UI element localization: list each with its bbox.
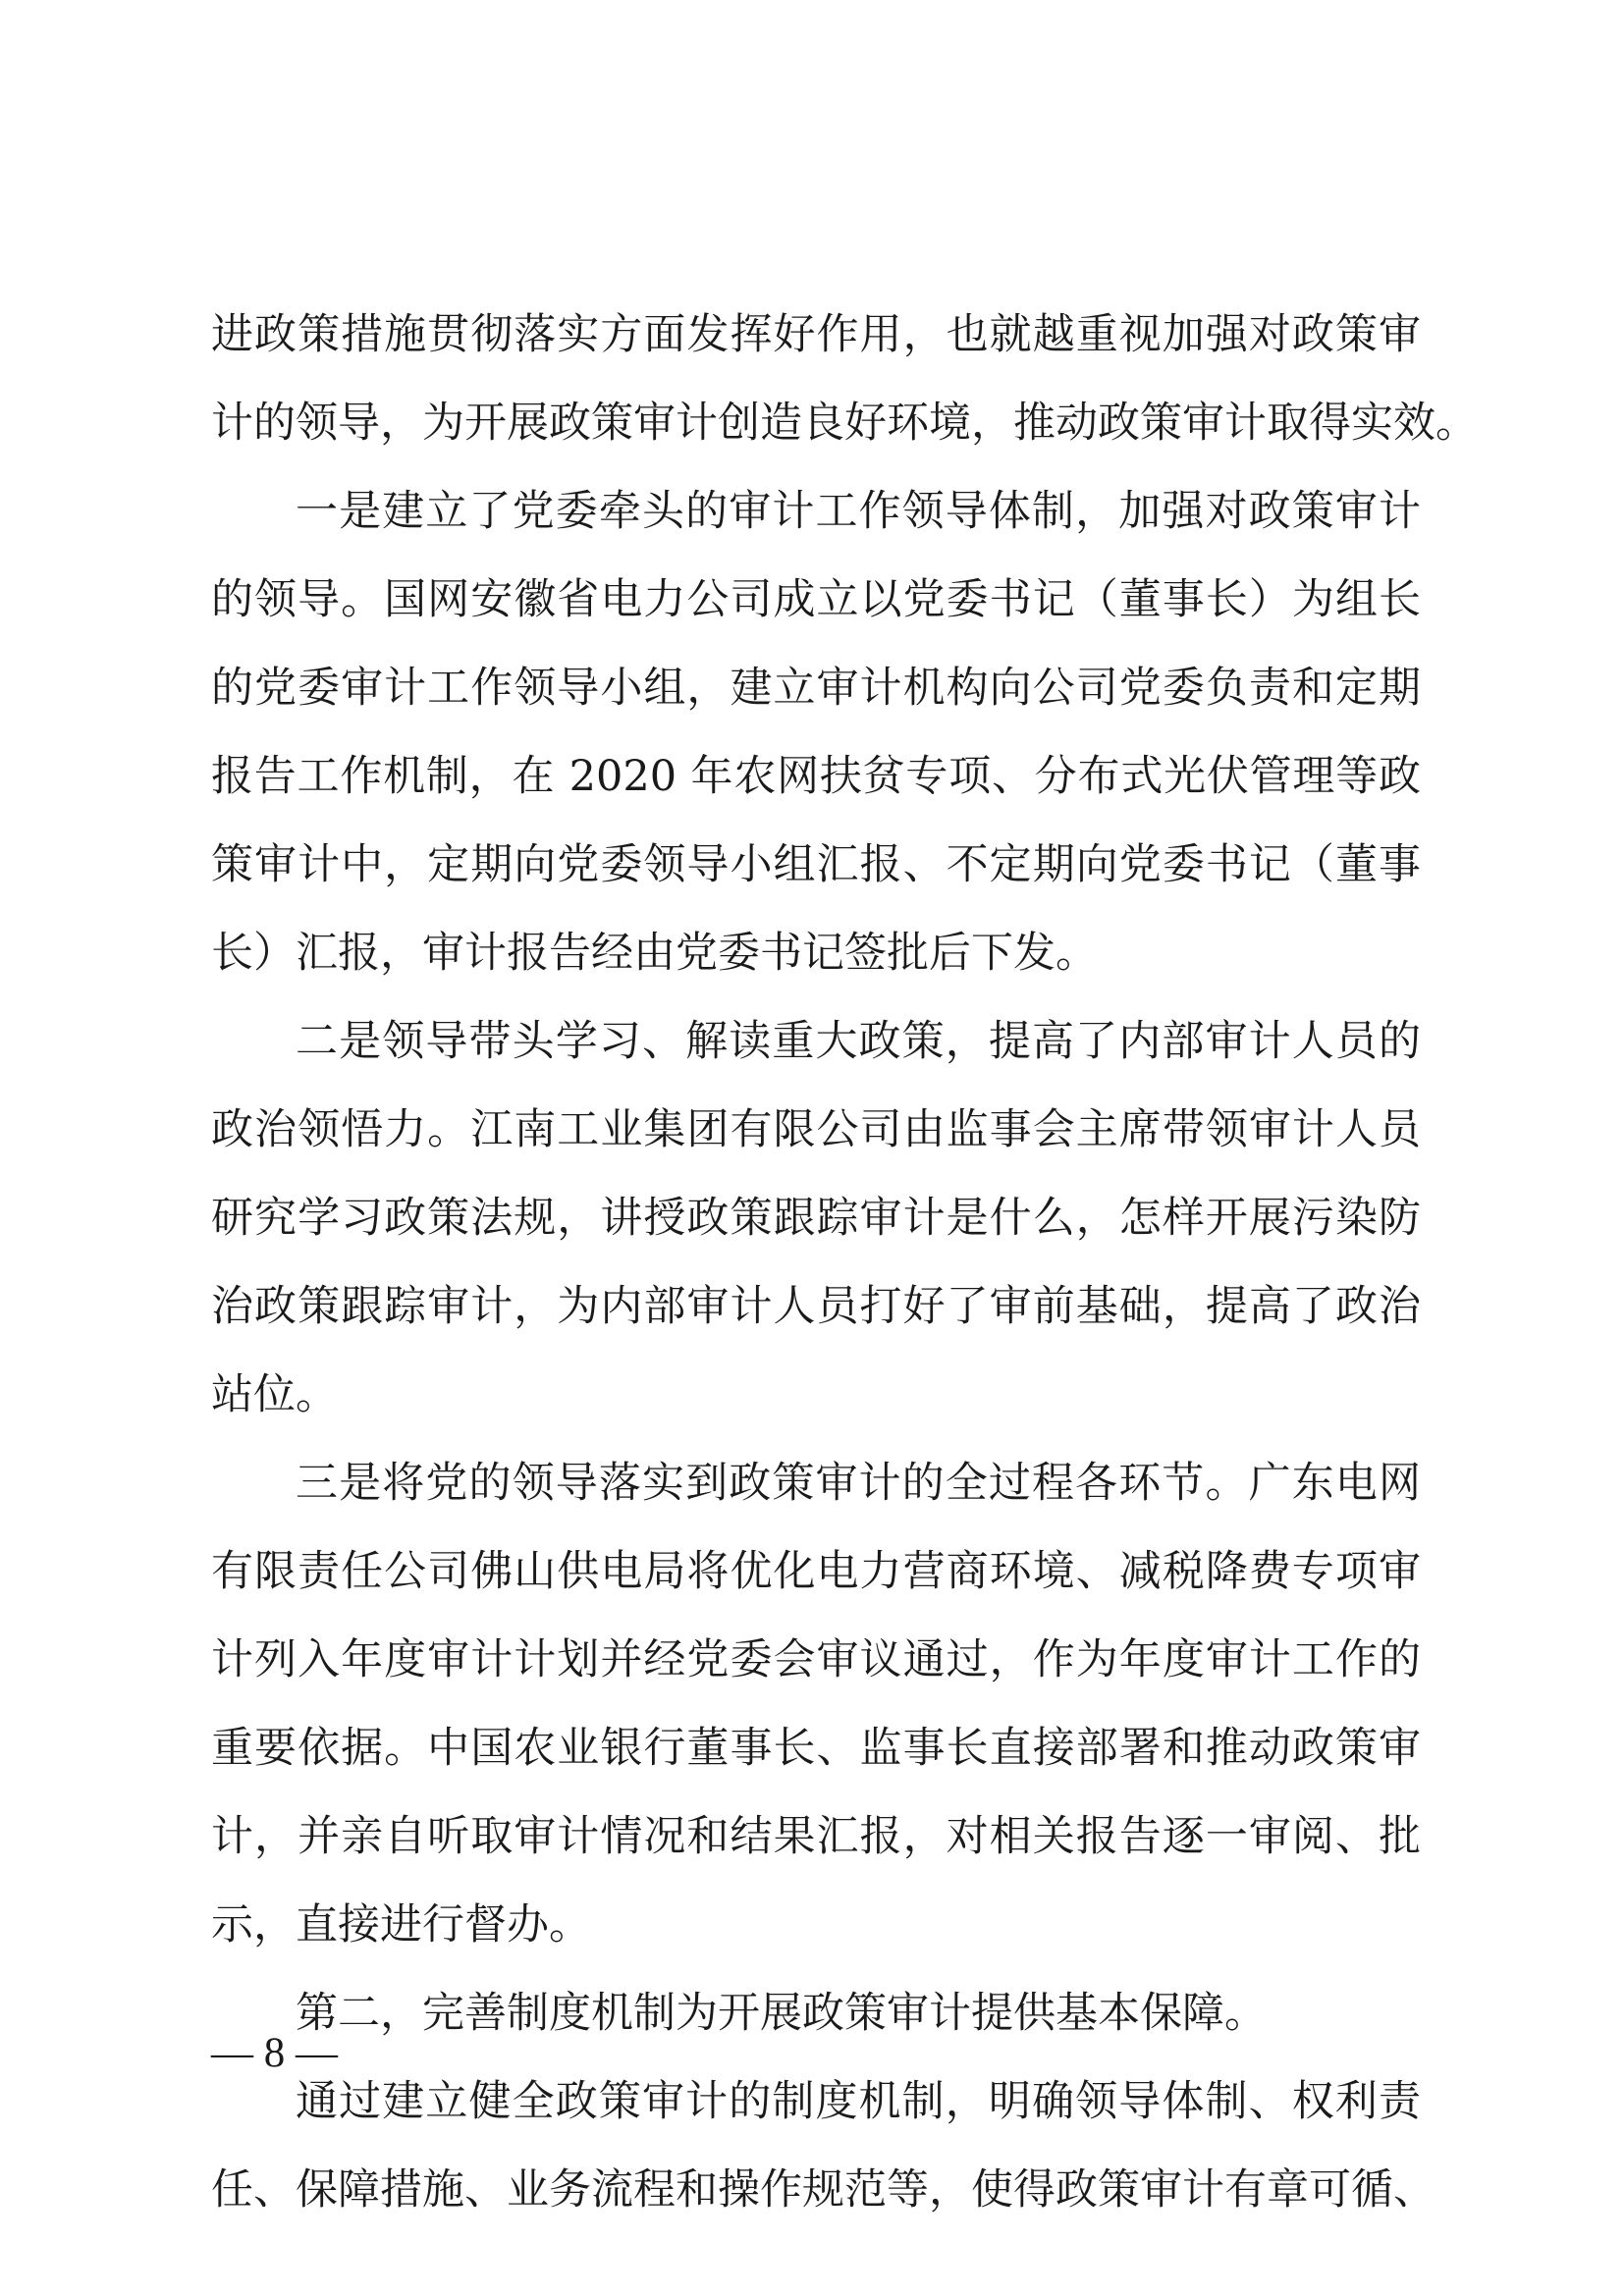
text-line: 计的领导，为开展政策审计创造良好环境，推动政策审计取得实效。 [211,399,1478,448]
paragraph-first-line: 通过建立健全政策审计的制度机制，明确领导体制、权利责 [296,2077,1421,2126]
text-line: 计列入年度审计计划并经党委会审议通过，作为年度审计工作的 [211,1635,1421,1684]
text-line: 有限责任公司佛山供电局将优化电力营商环境、减税降费专项审 [211,1547,1421,1596]
text-line: 的领导。国网安徽省电力公司成立以党委书记（董事长）为组长 [211,575,1421,624]
text-line: 长）汇报，审计报告经由党委书记签批后下发。 [211,929,1098,978]
text-line: 进政策措施贯彻落实方面发挥好作用，也就越重视加强对政策审 [211,310,1421,359]
paragraph-first-line: 一是建立了党委牵头的审计工作领导体制，加强对政策审计 [296,487,1421,536]
paragraph-first-line: 三是将党的领导落实到政策审计的全过程各环节。广东电网 [296,1459,1421,1508]
text-line: 策审计中，定期向党委领导小组汇报、不定期向党委书记（董事 [211,840,1421,889]
text-line: 治政策跟踪审计，为内部审计人员打好了审前基础，提高了政治 [211,1282,1421,1331]
text-line: 重要依据。中国农业银行董事长、监事长直接部署和推动政策审 [211,1724,1421,1773]
text-line: 任、保障措施、业务流程和操作规范等，使得政策审计有章可循、 [211,2165,1435,2215]
text-line: 政治领悟力。江南工业集团有限公司由监事会主席带领审计人员 [211,1105,1421,1154]
text-line: 研究学习政策法规，讲授政策跟踪审计是什么，怎样开展污染防 [211,1194,1421,1243]
page-number: — 8 — [211,2030,338,2076]
body-text [211,291,1478,2234]
text-line: 的党委审计工作领导小组，建立审计机构向公司党委负责和定期 [211,664,1421,713]
text-line: 站位。 [211,1370,338,1419]
text-line: 计，并亲自听取审计情况和结果汇报，对相关报告逐一审阅、批 [211,1812,1421,1861]
section-heading: 第二，完善制度机制为开展政策审计提供基本保障。 [296,1989,1267,2038]
paragraph-first-line: 二是领导带头学习、解读重大政策，提高了内部审计人员的 [296,1017,1421,1066]
text-line: 示，直接进行督办。 [211,1900,591,1949]
text-line: 报告工作机制，在 2020 年农网扶贫专项、分布式光伏管理等政 [211,752,1421,801]
